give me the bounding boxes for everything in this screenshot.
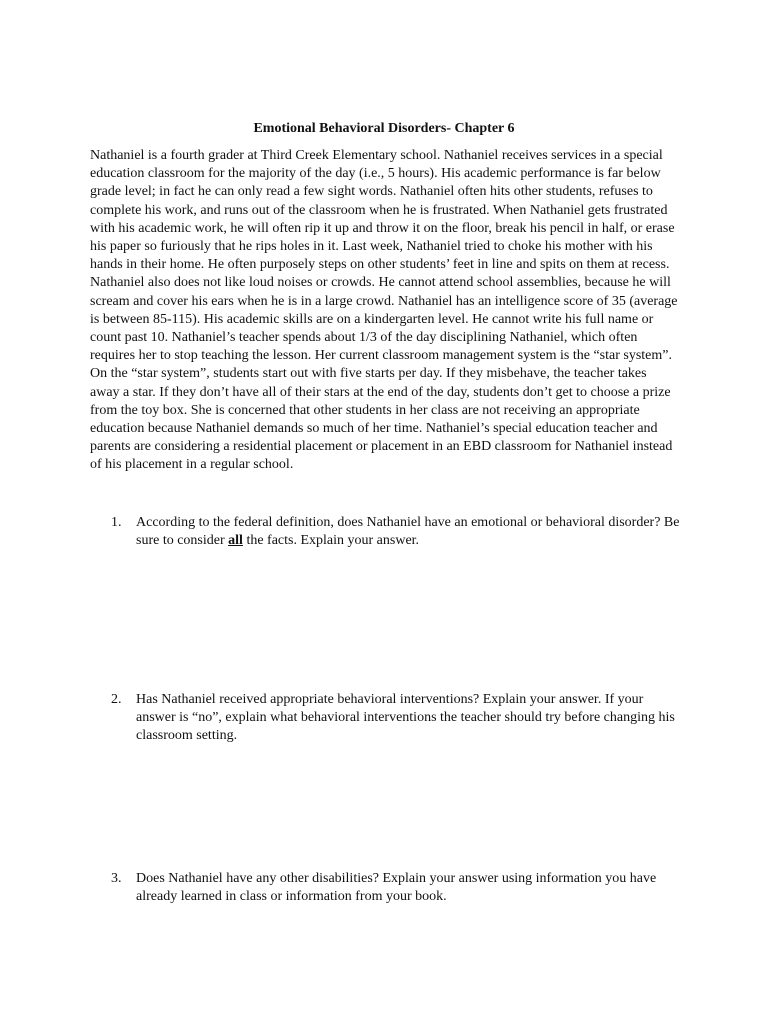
question-1-number: 1. [111, 515, 122, 530]
question-1-text [136, 514, 681, 550]
question-3-number: 3. [111, 871, 122, 886]
document-title: Emotional Behavioral Disorders- Chapter 6 [253, 121, 515, 136]
question-3-text: Does Nathaniel have any other disabilities? Explain your answer using information you have already learned in class or information from your book. [136, 871, 657, 904]
case-study-paragraph: Nathaniel is a fourth grader at Third Creek Elementary school. Nathaniel receives services in a special education classroom for the majority of the day (i.e., 5 hours). His academic performance is far below grade level; in fact he can only read a few sight words. Nathaniel often hits other students, refuses to complete his work, and runs out of the classroom when he is frustrated. When Nathaniel gets frustrated with his academic work, he will often rip it up and throw it on the floor, break his pencil in half, or erase his paper so furiously that he rips holes in it. Last week, Nathaniel tried to choke his mother with his hands in their home. He often purposely steps on other students’ feet in line and spits on them at recess. Nathaniel also does not like loud noises or crowds. He cannot attend school assemblies, because he will scream and cover his ears when he is in a large crowd. Nathaniel has an intelligence score of 35 (average is between 85-115). His academic skills are on a kindergarten level. He cannot write his full name or count past 10. Nathaniel’s teacher spends about 1/3 of the day disciplining Nathaniel, which often requires her to stop teaching the lesson. Her current classroom management system is the “star system”. On the “star system”, students start out with five starts per day. If they misbehave, the teacher takes away a star. If they don’t have all of their stars at the end of the day, students don’t get to choose a prize from the toy box. She is concerned that other students in her class are not receiving an appropriate education because Nathaniel demands so much of her time. Nathaniel’s special education teacher and parents are considering a residential placement or placement in an EBD classroom for Nathaniel instead of his placement in a regular school. [90, 148, 678, 473]
question-2 [111, 691, 681, 745]
question-1-emphasis: all [228, 533, 243, 548]
question-2-number: 2. [111, 692, 122, 707]
question-3 [111, 870, 681, 906]
question-2-text: Has Nathaniel received appropriate behavioral interventions? Explain your answer. If your answer is “no”, explain what behavioral interventions the teacher should try before changing his classroom setting. [136, 692, 675, 743]
question-1-text-before: According to the federal definition, does Nathaniel have an emotional or behavioral disorder? Be sure to consider [136, 515, 680, 548]
question-1 [111, 514, 681, 550]
question-1-text-after: the facts. Explain your answer. [242, 533, 420, 548]
